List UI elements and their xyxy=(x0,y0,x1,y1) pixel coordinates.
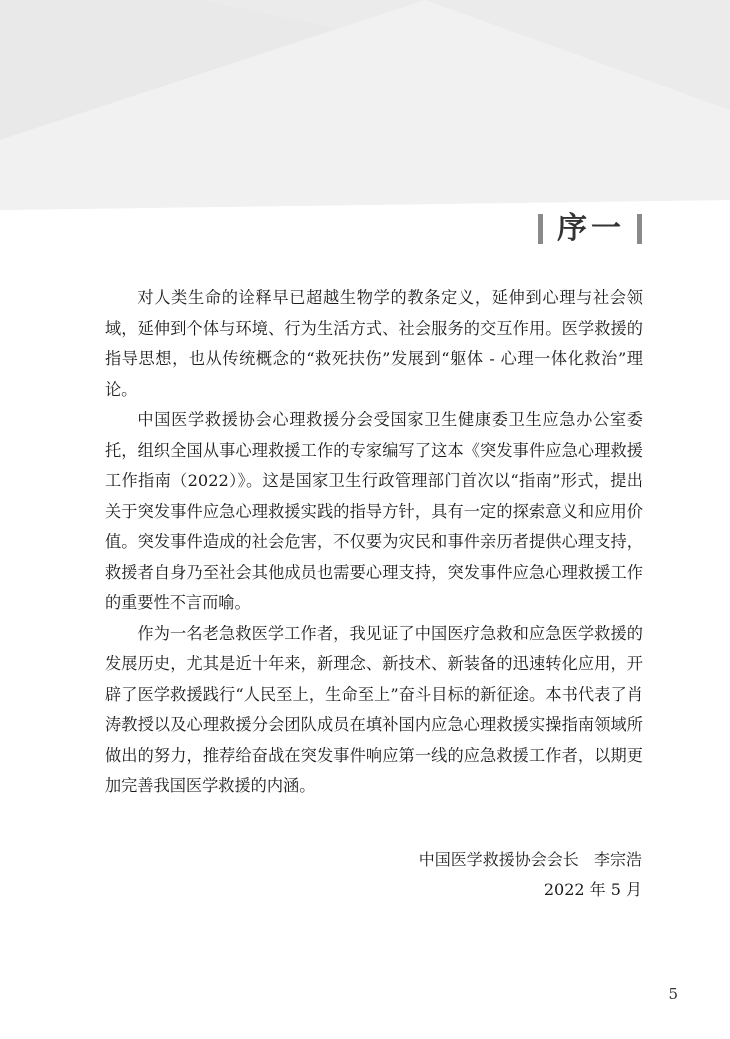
signature-author xyxy=(419,849,642,871)
signature-date: 2022 年 5 月 xyxy=(543,880,642,899)
heading-left-bar xyxy=(538,214,543,244)
signature-title: 中国医学救援协会会长 xyxy=(418,850,579,869)
paragraph-3: 作为一名老急救医学工作者，我见证了中国医疗急救和应急医学救援的发展历史，尤其是近十年来，新理念、新技术、新装备的迅速转化应用，开辟了医学救援践行“人民至上，生命至上”奋斗目标的新征途。本书代表了肖涛教授以及心理救援分会团队成员在填补国内应急心理救援实操指南领域所做出的努力，推荐给奋战在突发事件响应第一线的应急救援工作者，以期更加完善我国医学救援的内涵。 xyxy=(105,623,643,795)
header-decoration xyxy=(0,0,730,215)
page-number: 5 xyxy=(668,985,678,1003)
page-title: 序一 xyxy=(557,211,625,246)
paragraph-1: 对人类生命的诠释早已超越生物学的教条定义，延伸到心理与社会领域，延伸到个体与环境、行为生活方式、社会服务的交互作用。医学救援的指导思想，也从传统概念的“救死扶伤”发展到“躯体 - 心理一体化救治”理论。 xyxy=(105,288,643,399)
preface-body xyxy=(105,283,643,802)
heading-right-bar xyxy=(637,214,642,244)
signature-name: 李宗浩 xyxy=(593,850,642,869)
paragraph-2: 中国医学救援协会心理救援分会受国家卫生健康委卫生应急办公室委托，组织全国从事心理救援工作的专家编写了这本《突发事件应急心理救援工作指南（2022）》。这是国家卫生行政管理部门首次以“指南”形式，提出关于突发事件应急心理救援实践的指导方针，具有一定的探索意义和应用价值。突发事件造成的社会危害，不仅要为灾民和事件亲历者提供心理支持，救援者自身乃至社会其他成员也需要心理支持，突发事件应急心理救援工作的重要性不言而喻。 xyxy=(105,410,643,612)
section-heading xyxy=(538,212,642,246)
